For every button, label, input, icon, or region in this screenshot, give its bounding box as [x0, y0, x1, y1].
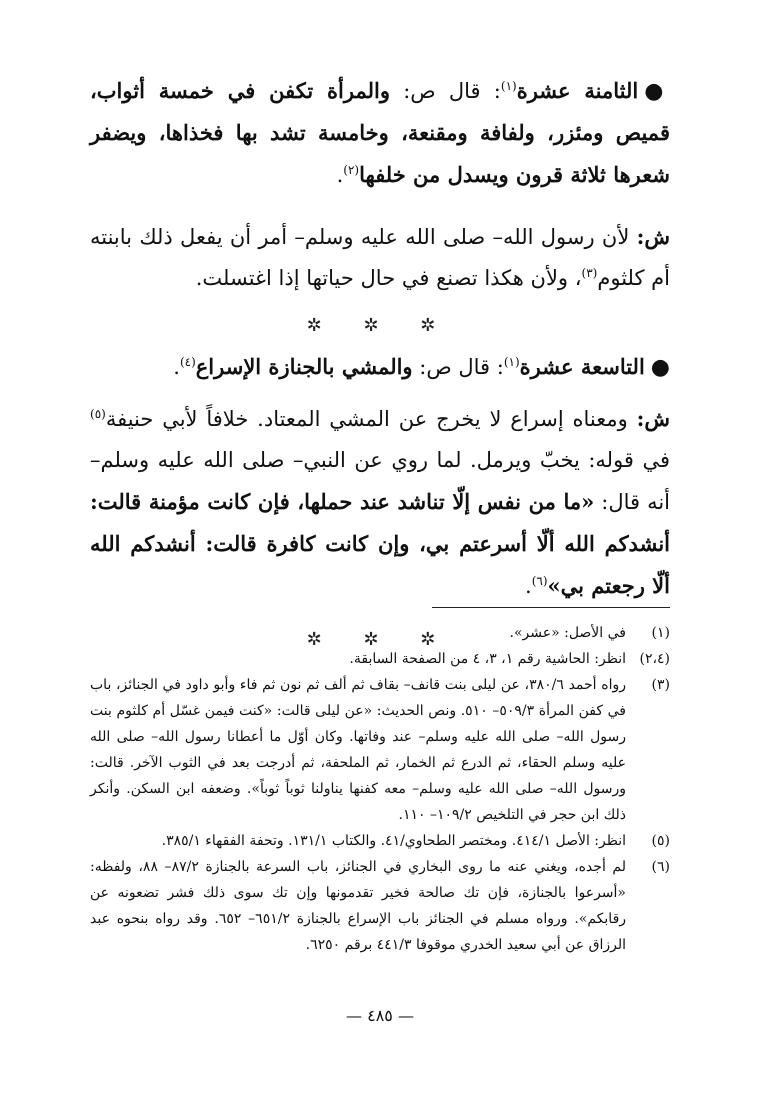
footnote-separator — [432, 607, 670, 608]
punctuation: . — [336, 163, 344, 187]
commentary-marker: ش: — [636, 224, 670, 249]
paragraph-article-19 — [90, 346, 670, 388]
footnote-ref: (٥) — [90, 407, 106, 421]
footnote-ref: (٢) — [343, 163, 360, 177]
page-number: — ٤٨٥ — — [346, 1006, 414, 1025]
paragraph-article-18 — [90, 70, 670, 196]
footnote-text: رواه أحمد ٣٨٠/٦، عن ليلى بنت قانف– بقاف ثم ألف ثم نون ثم فاء وأبو داود في الجنائز، باب في كفن المرأة ٥٠٩/٣– ٥١٠. ونص الحديث: «عن ليلى قالت: «كنت فيمن غسّل أم كلثوم بنت رسول الله– صلى الله عليه وسلم– عند وفاتها. وكان أوّل ما أعطانا رسول الله– صلى الله عليه وسلم الحقاء، ثم الدرع ثم الخمار، ثم الملحفة، ثم أدرجت بعد في الثوب الآخر. قالت: ورسول الله– صلى الله عليه وسلم– معه كفنها يناولنا ثوباً ثوباً». وضعفه ابن السكن. وأنكر ذلك ابن حجر في التلخيص ١٠٩/٢– ١١٠. — [90, 677, 626, 823]
footnote-text: لم أجده، ويغني عنه ما روى البخاري في الجنائز، باب السرعة بالجنازة ٨٧/٢– ٨٨، ولفظه: «أسرعوا بالجنازة، فإن تك صالحة فخير تقدمونها وإن تك سوى ذلك فشر تضعونه عن رقابكم». ورواه مسلم في الجنائز باب الإسراع بالجنازة ٦٥١/٢– ٦٥٢. وقد رواه بنحوه عبد الرزاق عن أبي سعيد الخدري موقوفا ٤٤١/٣ برقم ٦٢٥٠. — [90, 859, 627, 953]
article-text: والمشي بالجنازة الإسراع — [195, 354, 413, 379]
article-intro: : قال ص: — [412, 355, 504, 379]
bullet-icon: ● — [650, 355, 670, 380]
commentary-marker: ش: — [636, 406, 670, 431]
page-body — [90, 70, 670, 1070]
footnotes — [90, 620, 670, 958]
footnote-ref: (١) — [500, 79, 517, 93]
footnote — [90, 646, 670, 672]
commentary-text: ، ولأن هكذا تصنع في حال حياتها إذا اغتسلت. — [195, 266, 582, 290]
punctuation: . — [525, 574, 532, 598]
footnote-ref: (٦) — [531, 574, 548, 588]
footnote-ref: (١) — [503, 355, 520, 369]
footnote-text: في الأصل: «عشر». — [509, 625, 626, 641]
footnote — [90, 672, 670, 828]
footnote — [90, 854, 670, 958]
article-heading: الثامنة عشرة — [516, 78, 639, 103]
paragraph-commentary-19 — [90, 398, 670, 607]
bullet-icon: ● — [644, 79, 670, 104]
commentary-text: في قوله: يخبّ ويرمل. لما روي عن النبي– صلى الله عليه وسلم– أنه قال: — [90, 448, 671, 514]
footnote — [90, 620, 670, 646]
paragraph-commentary-18 — [90, 216, 670, 299]
footnote-ref: (٤) — [179, 355, 196, 369]
article-heading: التاسعة عشرة — [519, 354, 645, 379]
footnote-number: (٦) — [651, 859, 670, 875]
commentary-text: ومعناه إسراع لا يخرج عن المشي المعتاد. خلافاً لأبي حنيفة — [105, 407, 637, 431]
article-text: والمرأة تكفن في خمسة أثواب، قميص ومئزر، ولفافة ومقنعة، وخامسة تشد بها فخذاها، ويضفر شعرها ثلاثة قرون ويسدل من خلفها — [90, 78, 670, 187]
footnote-number: (٥) — [651, 833, 670, 849]
section-divider: ✲ ✲ ✲ — [306, 315, 454, 336]
footnote-number: (٣) — [651, 677, 670, 693]
footnote-number: (٢،٤) — [639, 651, 670, 667]
footnote-text: انظر: الأصل ٤١٤/١. ومختصر الطحاوي/٤١. والكتاب ١٣١/١. وتحفة الفقهاء ٣٨٥/١. — [161, 833, 626, 849]
footnote-text: انظر: الحاشية رقم ١، ٣، ٤ من الصفحة السابقة. — [349, 651, 626, 667]
section-divider: ✲ ✲ ✲ — [306, 629, 454, 650]
footnote-ref: (٣) — [581, 266, 598, 280]
footnote-number: (١) — [651, 625, 670, 641]
commentary-text: لأن رسول الله– صلى الله عليه وسلم– أمر أن يفعل ذلك بابنته أم كلثوم — [90, 225, 670, 290]
punctuation: . — [173, 355, 180, 379]
article-intro: : قال ص: — [389, 79, 501, 103]
hadith-quote: «ما من نفس إلّا تناشد عند حملها، فإن كانت مؤمنة قالت: أنشدكم الله ألّا أسرعتم بي، وإن كانت كافرة قالت: أنشدكم الله ألّا رجعتم بي» — [90, 489, 670, 598]
footnote — [90, 828, 670, 854]
